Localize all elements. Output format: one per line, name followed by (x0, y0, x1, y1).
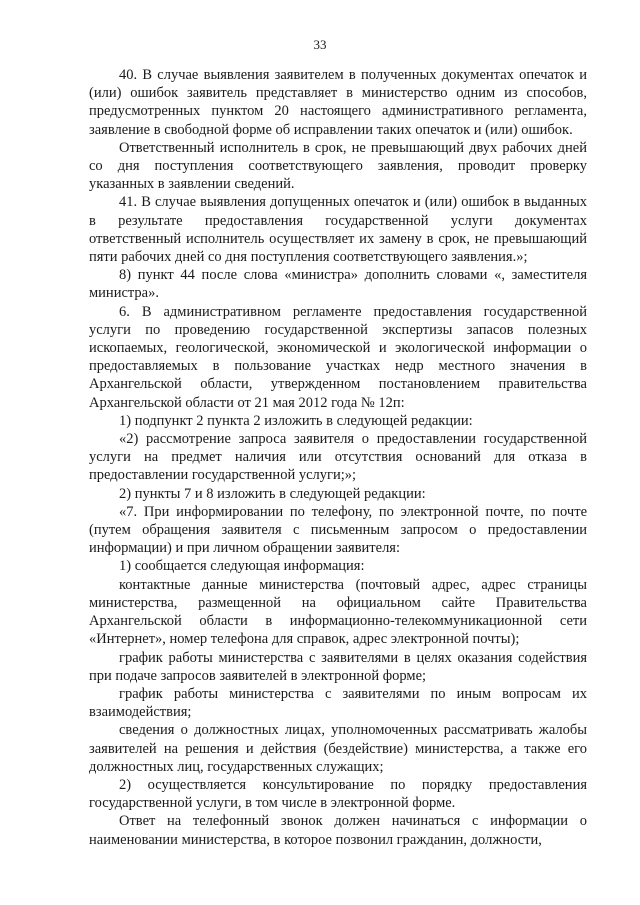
paragraph-subitem-1: 1) подпункт 2 пункта 2 изложить в следующей редакции: (119, 412, 473, 429)
paragraph-section-6: 6. В административном регламенте предоставления государственной услуги по проведению государственной экспертизы запасов полезных ископаемых, геологической, экономической и экологической информации о предоставляемых в пользование участках недр местного значения в Архангельской области, утвержденном постановлением правительства Архангельской области от 21 мая 2012 года № 12п: (89, 303, 587, 411)
paragraph-subitem-2-text: «2) рассмотрение запроса заявителя о предоставлении государственной услуги на предмет наличия или отсутствия оснований для отказа в предоставлении государственной услуги;»; (89, 431, 587, 484)
paragraph-items-7-8: 2) пункты 7 и 8 изложить в следующей редакции: (119, 485, 426, 502)
paragraph-amendment-8: 8) пункт 44 после слова «министра» дополнить словами «, заместителя министра». (89, 267, 587, 302)
paragraph-schedule-other: график работы министерства с заявителями по иным вопросам их взаимодействия; (89, 685, 587, 721)
paragraph-phone-answer: Ответ на телефонный звонок должен начинаться с информации о наименовании министерства, в которое позвонил гражданин, должности, (89, 813, 587, 848)
paragraph-officials-info: сведения о должностных лицах, уполномоченных рассматривать жалобы заявителей на решения и действия (бездействие) министерства, а также его должностных лиц, государственных служащих; (89, 722, 587, 775)
page-number: 33 (313, 37, 327, 52)
paragraph-info-provided: 1) сообщается следующая информация: (119, 558, 365, 575)
paragraph-schedule-electronic: график работы министерства с заявителями в целях оказания содействия при подаче запросов заявителей в электронной форме; (89, 649, 587, 684)
paragraph-item-40: 40. В случае выявления заявителем в полученных документах опечаток и (или) ошибок заявитель представляет в министерство одним из способов, предусмотренных пунктом 20 настоящего административного регламента, заявление в свободной форме об исправлении таких опечаток и (или) ошибок. (89, 67, 587, 138)
paragraph-item-7: «7. При информировании по телефону, по электронной почте, по почте (путем обращения заявителя с письменным запросом о предоставлении информации) и при личном обращении заявителя: (89, 503, 587, 557)
document-body (89, 66, 587, 849)
paragraph-item-41: 41. В случае выявления допущенных опечаток и (или) ошибок в выданных в результате предоставления государственной услуги документах ответственный исполнитель осуществляет их замену в срок, не превышающий пяти рабочих дней со дня поступления соответствующего заявления.»; (89, 194, 587, 266)
paragraph-contact-data: контактные данные министерства (почтовый адрес, адрес страницы министерства, размещенной на официальном сайте Правительства Архангельской области в информационно-телекоммуникационной сети «Интернет», номер телефона для справок, адрес электронной почты); (89, 576, 587, 648)
paragraph-responsible-executor: Ответственный исполнитель в срок, не превышающий двух рабочих дней со дня поступления соответствующего заявления, проводит проверку указанных в заявлении сведений. (89, 139, 587, 193)
paragraph-consulting: 2) осуществляется консультирование по порядку предоставления государственной услуги, в том числе в электронной форме. (89, 776, 587, 812)
